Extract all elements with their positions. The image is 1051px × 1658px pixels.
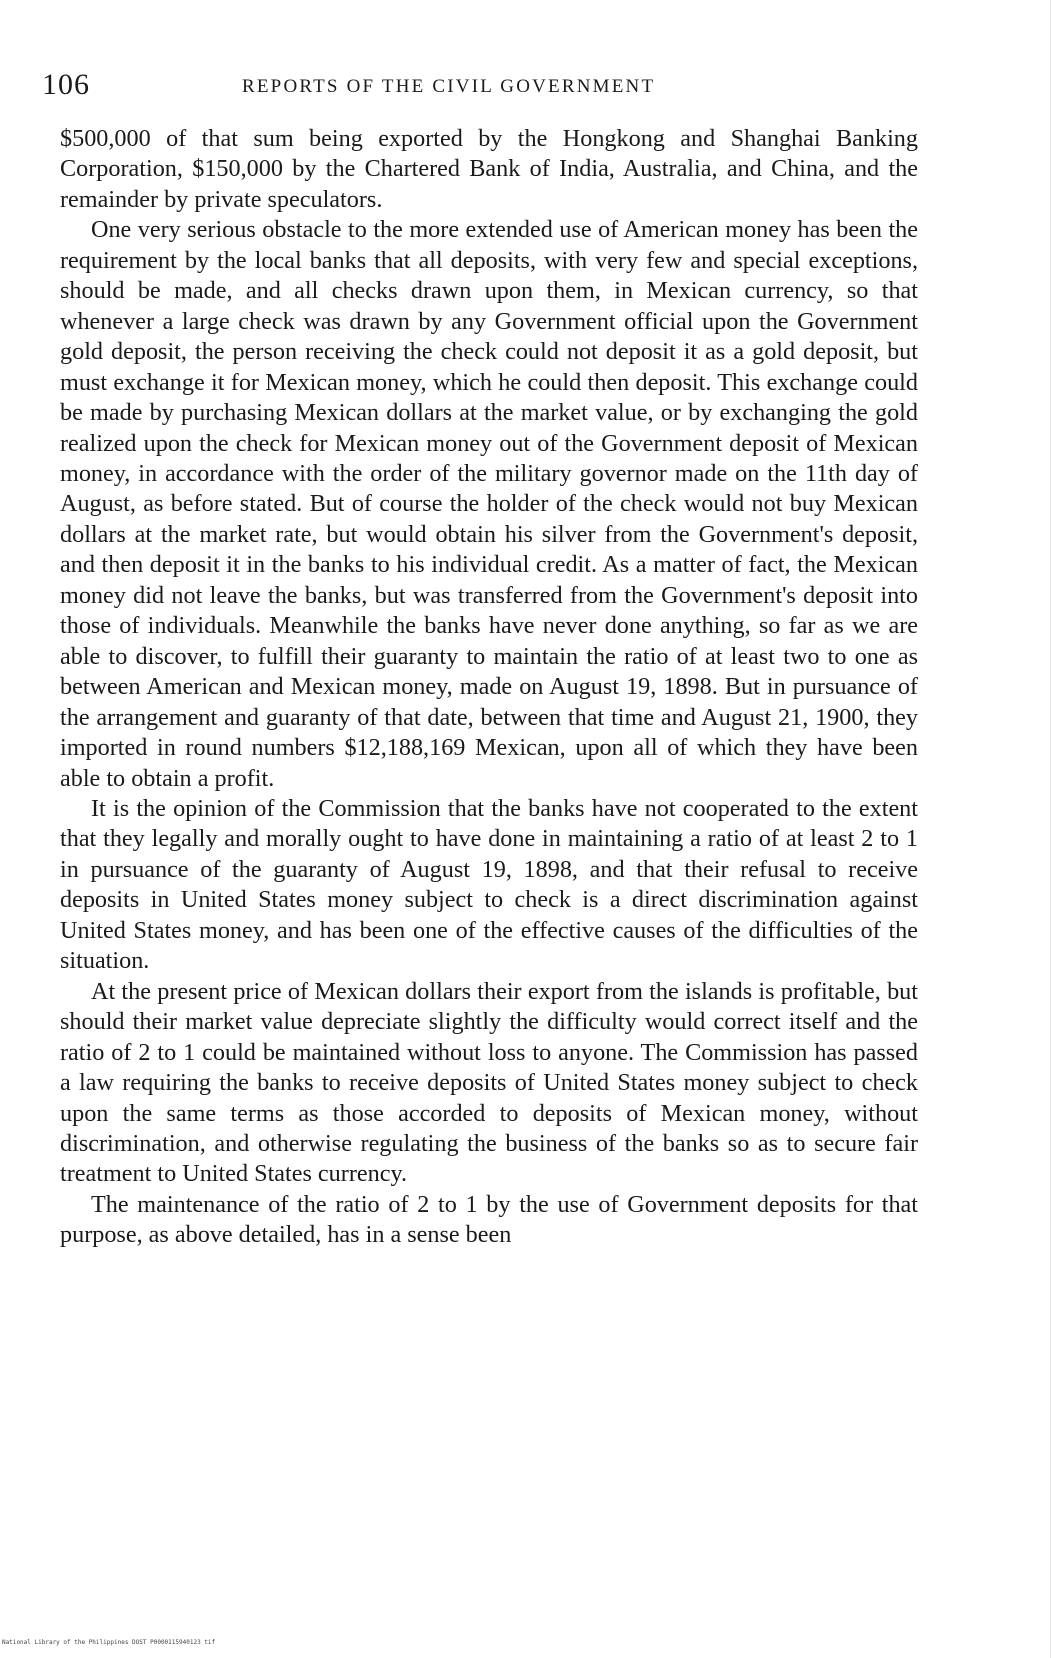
body-text	[60, 124, 918, 1251]
scan-footer-stamp: National Library of the Philippines DOST P0000115940123 tif	[2, 1639, 216, 1646]
page-number: 106	[42, 68, 90, 101]
page-header	[42, 68, 942, 108]
paragraph: It is the opinion of the Commission that the banks have not cooperated to the extent that they legally and morally ought to have done in maintaining a ratio of at least 2 to 1 in pursuance of the guaranty of August 19, 1898, and that their refusal to receive deposits in United States money subject to check is a direct discrimination against United States money, and has been one of the effective causes of the difficulties of the situation.	[60, 794, 918, 975]
paragraph: At the present price of Mexican dollars their export from the islands is profitable, but should their market value depreciate slightly the difficulty would correct itself and the ratio of 2 to 1 could be maintained without loss to anyone. The Commission has passed a law requiring the banks to receive deposits of United States money subject to check upon the same terms as those accorded to deposits of Mexican money, without discrimination, and otherwise regulating the business of the banks so as to secure fair treatment to United States currency.	[60, 977, 918, 1188]
paragraph-truncated: The maintenance of the ratio of 2 to 1 by the use of Government deposits for that purpose, as above detailed, has in a sense been	[60, 1190, 918, 1249]
paragraph: One very serious obstacle to the more extended use of American money has been the requirement by the local banks that all deposits, with very few and special exceptions, should be made, and all checks drawn upon them, in Mexican currency, so that whenever a large check was drawn by any Government official upon the Government gold deposit, the person receiving the check could not deposit it as a gold deposit, but must exchange it for Mexican money, which he could then deposit. This exchange could be made by purchasing Mexican dollars at the market value, or by exchanging the gold realized upon the check for Mexican money out of the Government deposit of Mexican money, in accordance with the order of the military governor made on the 11th day of August, as before stated. But of course the holder of the check would not buy Mexican dollars at the market rate, but would obtain his silver from the Government's deposit, and then deposit it in the banks to his individual credit. As a matter of fact, the Mexican money did not leave the banks, but was transferred from the Government's deposit into those of individuals. Meanwhile the banks have never done anything, so far as we are able to discover, to fulfill their guaranty to maintain the ratio of at least two to one as between American and Mexican money, made on August 19, 1898. But in pursuance of the arrangement and guaranty of that date, between that time and August 21, 1900, they imported in round numbers $12,188,169 Mexican, upon all of which they have been able to obtain a profit.	[60, 216, 918, 792]
running-head: REPORTS OF THE CIVIL GOVERNMENT	[242, 76, 656, 97]
paragraph-continued: $500,000 of that sum being exported by the Hongkong and Shanghai Banking Corporation, $150,000 by the Chartered Bank of India, Australia, and China, and the remainder by private speculators.	[60, 125, 918, 213]
